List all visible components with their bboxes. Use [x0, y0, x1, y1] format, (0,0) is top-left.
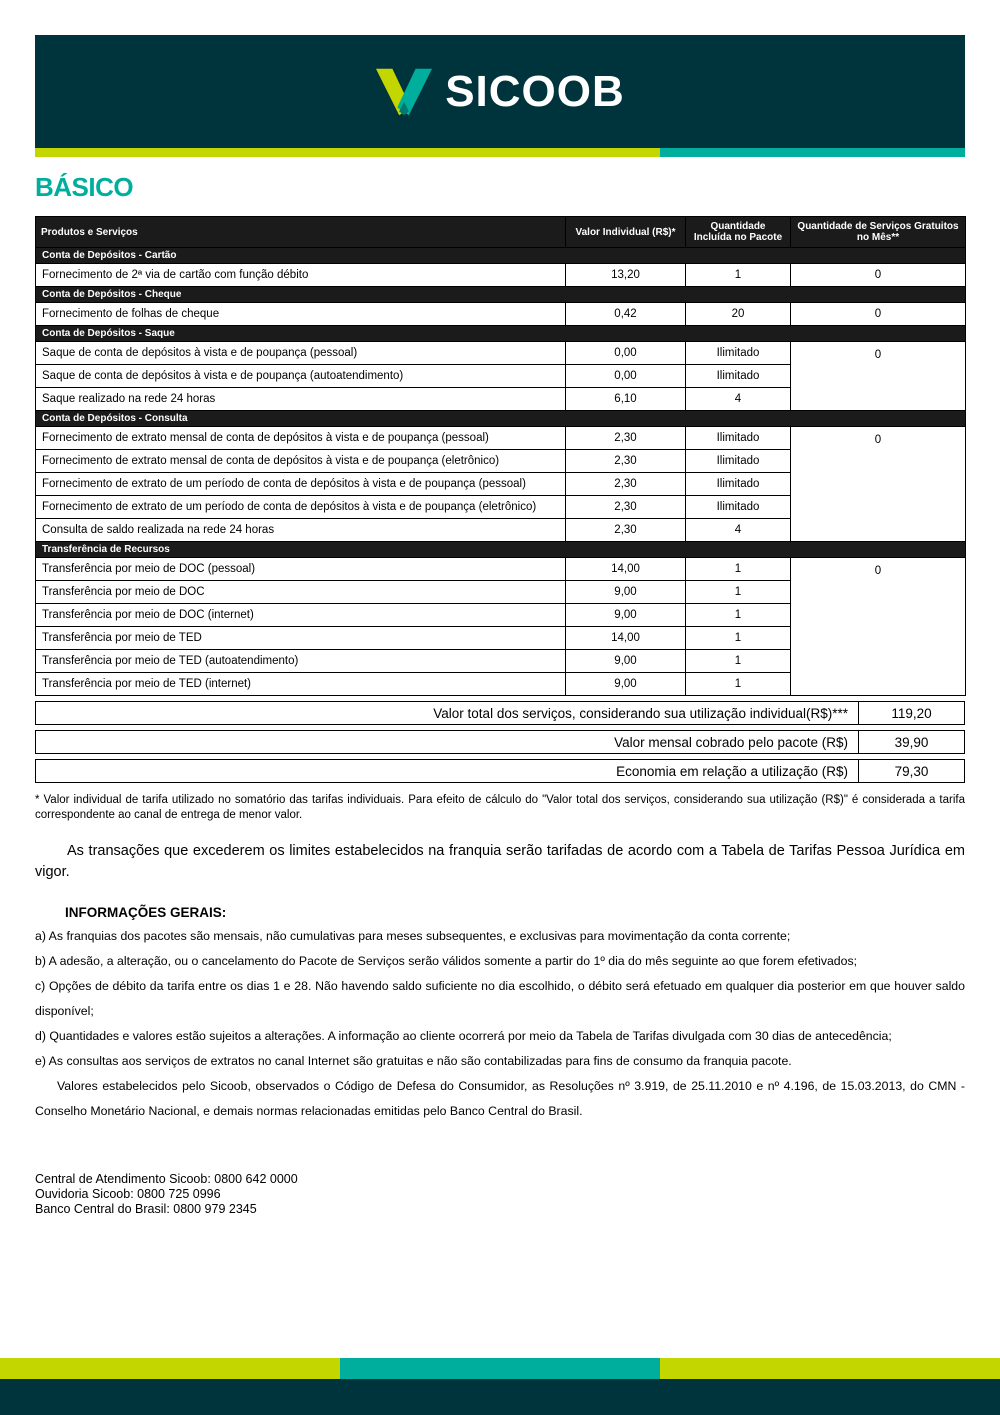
product-label: Transferência por meio de TED (internet) [36, 673, 566, 696]
product-label: Transferência por meio de DOC [36, 581, 566, 604]
general-info-item-e: e) As consultas aos serviços de extratos no canal Internet são gratuitas e não são contabilizadas para fins de consumo da franquia pacote. [35, 1054, 792, 1068]
table-header-row [36, 217, 966, 248]
product-label: Fornecimento de 2ª via de cartão com função débito [36, 264, 566, 287]
qty-cell: 4 [686, 519, 791, 542]
qty-cell: 1 [686, 558, 791, 581]
product-label: Saque de conta de depósitos à vista e de poupança (pessoal) [36, 342, 566, 365]
contact-line-atendimento: Central de Atendimento Sicoob: 0800 642 0000 [35, 1172, 298, 1186]
footnote-text: * Valor individual de tarifa utilizado no somatório das tarifas individuais. Para efeito de cálculo do "Valor total dos serviços, considerando sua utilização (R$)" é considerada a tarifa correspondente ao canal de entrega de menor valor. [35, 794, 965, 821]
qty-cell: 1 [686, 604, 791, 627]
qty-cell: 4 [686, 388, 791, 411]
qty-cell: Ilimitado [686, 427, 791, 450]
section-row [36, 326, 966, 342]
price-cell: 0,00 [566, 365, 686, 388]
price-cell: 2,30 [566, 427, 686, 450]
section-title: Conta de Depósitos - Saque [36, 326, 966, 342]
product-label: Fornecimento de extrato mensal de conta de depósitos à vista e de poupança (pessoal) [36, 427, 566, 450]
section-row [36, 287, 966, 303]
qty-cell: Ilimitado [686, 342, 791, 365]
qty-cell: 1 [686, 264, 791, 287]
stripe-lime-segment [35, 148, 660, 157]
free-qty-cell: 0 [791, 558, 966, 696]
qty-cell: 1 [686, 627, 791, 650]
price-cell: 14,00 [566, 558, 686, 581]
sicoob-chevron-icon [375, 66, 433, 118]
general-info-item-a: a) As franquias dos pacotes são mensais, não cumulativas para meses subsequentes, e exclusivas para movimentação da conta corrente; [35, 929, 791, 943]
section-row [36, 248, 966, 264]
qty-cell: 1 [686, 581, 791, 604]
section-title: Conta de Depósitos - Consulta [36, 411, 966, 427]
price-cell: 9,00 [566, 673, 686, 696]
price-cell: 6,10 [566, 388, 686, 411]
price-cell: 9,00 [566, 650, 686, 673]
footer-stripe-lime-left [0, 1358, 340, 1379]
price-cell: 14,00 [566, 627, 686, 650]
summary-monthly-label: Valor mensal cobrado pelo pacote (R$) [614, 734, 848, 750]
header-accent-stripe [35, 148, 965, 157]
price-cell: 9,00 [566, 581, 686, 604]
qty-cell: 20 [686, 303, 791, 326]
table-row [36, 558, 966, 581]
product-label: Transferência por meio de DOC (internet) [36, 604, 566, 627]
qty-cell: 1 [686, 673, 791, 696]
table-row [36, 427, 966, 450]
summary-total-value: 119,20 [858, 702, 964, 724]
section-title: Transferência de Recursos [36, 542, 966, 558]
footer-dark-bar [0, 1379, 1000, 1415]
contact-block [35, 1172, 965, 1217]
stripe-teal-segment [660, 148, 965, 157]
product-label: Saque de conta de depósitos à vista e de poupança (autoatendimento) [36, 365, 566, 388]
price-cell: 2,30 [566, 496, 686, 519]
summary-savings-label: Economia em relação a utilização (R$) [616, 763, 848, 779]
general-info-item-b: b) A adesão, a alteração, ou o cancelamento do Pacote de Serviços serão válidos somente a partir do 1º dia do mês seguinte ao que forem efetivados; [35, 954, 858, 968]
summary-monthly-row [35, 730, 965, 754]
sicoob-logo [375, 66, 625, 118]
summary-savings-value: 79,30 [858, 760, 964, 782]
qty-cell: Ilimitado [686, 473, 791, 496]
contact-line-bacen: Banco Central do Brasil: 0800 979 2345 [35, 1202, 257, 1216]
product-label: Transferência por meio de TED [36, 627, 566, 650]
price-cell: 0,00 [566, 342, 686, 365]
table-row [36, 342, 966, 365]
free-qty-cell: 0 [791, 303, 966, 326]
tariff-table [35, 216, 966, 696]
contact-line-ouvidoria: Ouvidoria Sicoob: 0800 725 0996 [35, 1187, 221, 1201]
summary-monthly-value: 39,90 [858, 731, 964, 753]
product-label: Transferência por meio de DOC (pessoal) [36, 558, 566, 581]
footer-accent-stripe [0, 1358, 1000, 1379]
product-label: Saque realizado na rede 24 horas [36, 388, 566, 411]
footer-stripe-lime-right [660, 1358, 1000, 1379]
general-info-item-d: d) Quantidades e valores estão sujeitos a alterações. A informação ao cliente ocorrerá por meio da Tabela de Tarifas divulgada com 30 dias de antecedência; [35, 1029, 892, 1043]
price-cell: 2,30 [566, 450, 686, 473]
free-qty-cell: 0 [791, 264, 966, 287]
product-label: Consulta de saldo realizada na rede 24 horas [36, 519, 566, 542]
excess-transactions-note: As transações que excederem os limites estabelecidos na franquia serão tarifadas de acordo com a Tabela de Tarifas Pessoa Jurídica em vigor. [35, 843, 965, 880]
col-header-free-services: Quantidade de Serviços Gratuitos no Mês** [791, 217, 966, 248]
product-label: Fornecimento de extrato de um período de conta de depósitos à vista e de poupança (eletrônico) [36, 496, 566, 519]
price-cell: 2,30 [566, 473, 686, 496]
general-info-item-c: c) Opções de débito da tarifa entre os dias 1 e 28. Não havendo saldo suficiente no dia escolhido, o débito será efetuado em qualquer dia posterior em que houver saldo disponível; [35, 979, 965, 1018]
price-cell: 0,42 [566, 303, 686, 326]
qty-cell: Ilimitado [686, 365, 791, 388]
table-row [36, 303, 966, 326]
summary-savings-row [35, 759, 965, 783]
col-header-products: Produtos e Serviços [36, 217, 566, 248]
legal-note: Valores estabelecidos pelo Sicoob, observados o Código de Defesa do Consumidor, as Resoluções nº 3.919, de 25.11.2010 e nº 4.196, de 15.03.2013, do CMN - Conselho Monetário Nacional, e demais normas relacionadas emitidas pelo Banco Central do Brasil. [35, 1079, 965, 1118]
free-qty-cell: 0 [791, 427, 966, 542]
footer-stripe-teal-middle [340, 1358, 660, 1379]
price-cell: 2,30 [566, 519, 686, 542]
qty-cell: Ilimitado [686, 450, 791, 473]
table-row [36, 264, 966, 287]
section-title: Conta de Depósitos - Cartão [36, 248, 966, 264]
sicoob-logo-text: SICOOB [445, 66, 625, 116]
product-label: Fornecimento de extrato de um período de conta de depósitos à vista e de poupança (pessoal) [36, 473, 566, 496]
brand-header-bar [35, 35, 965, 148]
col-header-individual-value: Valor Individual (R$)* [566, 217, 686, 248]
summary-total-row [35, 701, 965, 725]
page-title: BÁSICO [35, 172, 134, 202]
price-cell: 9,00 [566, 604, 686, 627]
col-header-qty-included: Quantidade Incluída no Pacote [686, 217, 791, 248]
general-info-list [35, 924, 965, 1074]
section-title: Conta de Depósitos - Cheque [36, 287, 966, 303]
summary-total-label: Valor total dos serviços, considerando sua utilização individual(R$)*** [433, 705, 848, 721]
qty-cell: Ilimitado [686, 496, 791, 519]
product-label: Transferência por meio de TED (autoatendimento) [36, 650, 566, 673]
section-row [36, 542, 966, 558]
free-qty-cell: 0 [791, 342, 966, 411]
qty-cell: 1 [686, 650, 791, 673]
product-label: Fornecimento de extrato mensal de conta de depósitos à vista e de poupança (eletrônico) [36, 450, 566, 473]
section-row [36, 411, 966, 427]
product-label: Fornecimento de folhas de cheque [36, 303, 566, 326]
price-cell: 13,20 [566, 264, 686, 287]
general-info-title: INFORMAÇÕES GERAIS: [65, 905, 227, 920]
